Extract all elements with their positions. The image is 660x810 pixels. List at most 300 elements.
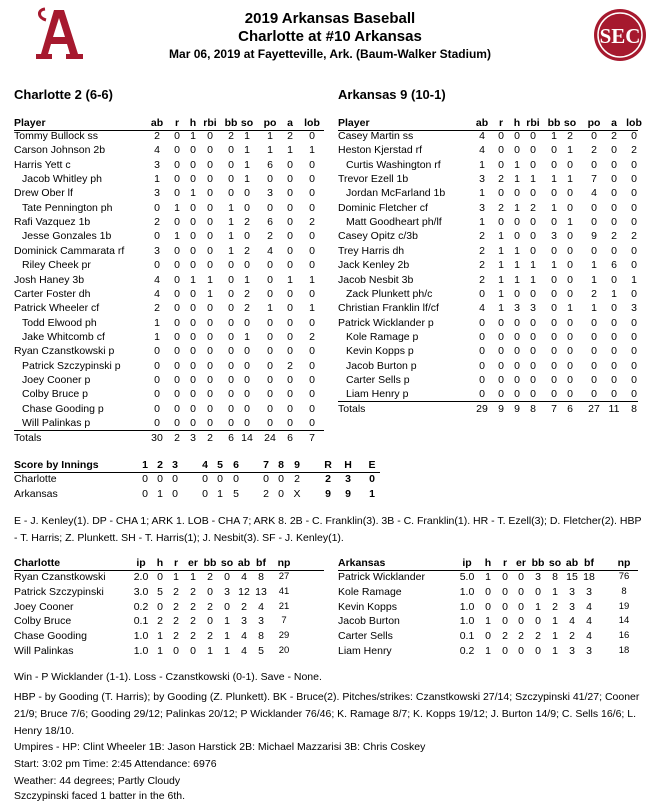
player-name: Carson Johnson 2b (14, 144, 106, 157)
pitching-col-header: er (188, 557, 198, 569)
stat-cell: 0 (207, 373, 213, 386)
pitching-stat: 1 (552, 615, 558, 628)
inning-score: 5 (233, 488, 239, 500)
stat-cell: 9 (591, 230, 597, 243)
stat-cell: 0 (174, 417, 180, 429)
totals-cell: 2 (174, 432, 180, 444)
stat-cell: 1 (228, 244, 234, 257)
stat-cell: 0 (567, 287, 573, 300)
pitching-stat: 4 (569, 615, 575, 628)
stat-cell: 0 (530, 216, 536, 229)
player-name: Trevor Ezell 1b (338, 173, 409, 186)
pitching-stat: 18 (618, 645, 630, 656)
stat-cell: 1 (174, 230, 180, 243)
stat-cell: 0 (309, 373, 315, 386)
player-name: Carter Sells p (346, 373, 410, 386)
stat-cell: 0 (154, 230, 160, 243)
pitching-col-header: ip (136, 557, 146, 569)
rhe-header: E (368, 459, 376, 471)
stat-cell: 0 (611, 158, 617, 171)
pitching-stat: 1 (157, 630, 163, 643)
pitching-col-header: np (617, 557, 631, 569)
stat-cell: 0 (514, 130, 520, 142)
stat-cell: 0 (267, 402, 273, 415)
stat-cell: 0 (611, 144, 617, 157)
pitching-stat: 4 (586, 615, 592, 628)
totals-cell: 9 (498, 403, 504, 416)
stat-cell: 3 (631, 302, 637, 315)
stat-cell: 3 (154, 187, 160, 200)
pitching-stat: 4 (241, 645, 247, 657)
stat-cell: 0 (631, 287, 637, 300)
pitching-stat: 0 (207, 615, 213, 628)
stat-cell: 0 (631, 173, 637, 186)
player-name: Chase Gooding p (22, 402, 104, 415)
stat-cell: 0 (267, 173, 273, 186)
inning-header: 7 (263, 459, 269, 471)
pitching-stat: 0 (157, 600, 163, 613)
stat-cell: 0 (530, 187, 536, 200)
stat-cell: 2 (591, 144, 597, 157)
stat-cell: 0 (591, 201, 597, 214)
game-info: Mar 06, 2019 at Fayetteville, Ark. (Baum-Walker Stadium) (169, 47, 491, 61)
pitching-stat: 15 (566, 571, 578, 583)
pitching-stat: 1 (535, 600, 541, 613)
pitching-col-header: bb (203, 557, 217, 569)
stat-cell: 0 (287, 330, 293, 343)
stat-cell: 0 (498, 158, 504, 171)
pitching-col-header: h (156, 557, 164, 569)
player-name: Kole Ramage p (346, 330, 419, 343)
weather: Weather: 44 degrees; Partly Cloudy (14, 775, 181, 787)
pitching-stat: 8 (258, 630, 264, 643)
stat-cell: 1 (287, 273, 293, 286)
stat-cell: 0 (498, 187, 504, 200)
pitching-stat: 2 (207, 571, 213, 583)
stat-cell: 0 (309, 417, 315, 429)
pitching-stat: 1 (552, 645, 558, 657)
stat-cell: 2 (287, 130, 293, 142)
stat-cell: 0 (530, 287, 536, 300)
stat-cell: 1 (479, 158, 485, 171)
pitch-notes: HBP - by Gooding (T. Harris); by Gooding (Z. Plunkett). BK - Bruce(2). Pitches/strikes: Czanstkowski 27/14; Szczypinski 41/27; Cooner 21/9; Bruce 7/6; Gooding 29/12; Palinkas 20/12; P Wicklander 76/46; K. Ramage 8/7; K. Kopps 19/12; J. Burton 14/9; C. Sells 16/6; L. Henry 18/10. (14, 691, 640, 737)
stat-cell: 1 (244, 144, 250, 157)
pitcher-name: Kevin Kopps (338, 600, 397, 613)
stat-cell: 0 (514, 144, 520, 157)
stat-cell: 0 (190, 259, 196, 272)
stat-cell: 3 (154, 158, 160, 171)
stat-cell: 0 (530, 345, 536, 358)
pitching-stat: 1 (224, 615, 230, 628)
stat-cell: 0 (207, 345, 213, 358)
stat-cell: 0 (228, 187, 234, 200)
pitching-col-header: h (484, 557, 492, 569)
stat-cell: 2 (244, 302, 250, 315)
stat-cell: 0 (530, 330, 536, 343)
stat-cell: 0 (228, 417, 234, 429)
stat-cell: 0 (207, 216, 213, 229)
player-name: Jacob Nesbit 3b (338, 273, 414, 286)
pitching-stat: 1 (190, 571, 196, 583)
pitching-stat: 3 (224, 585, 230, 598)
pitching-stat: 2 (157, 615, 163, 628)
stat-cell: 0 (611, 316, 617, 329)
stat-cell: 0 (228, 316, 234, 329)
stat-cell: 0 (498, 373, 504, 386)
pitching-stat: 2 (173, 600, 179, 613)
pitching-stat: 0 (535, 645, 541, 657)
inning-score: 0 (142, 473, 148, 485)
stat-cell: 3 (479, 173, 485, 186)
rhe-value: 9 (325, 488, 331, 500)
pitcher-name: Ryan Czanstkowski (14, 571, 106, 583)
stat-cell: 0 (228, 158, 234, 171)
pitching-col-header: er (516, 557, 526, 569)
player-col-header: Player (338, 117, 370, 129)
stat-cell: 2 (479, 273, 485, 286)
stat-cell: 0 (611, 244, 617, 257)
home-team-line: Arkansas 9 (10-1) (338, 87, 446, 102)
player-name: Curtis Washington rf (346, 158, 441, 171)
stat-cell: 1 (591, 273, 597, 286)
inning-score: 0 (233, 473, 239, 485)
stat-cell: 0 (591, 316, 597, 329)
stat-cell: 1 (498, 302, 504, 315)
stat-cell: 3 (514, 302, 520, 315)
stat-cell: 1 (267, 302, 273, 315)
stat-cell: 0 (631, 373, 637, 386)
player-name: Carter Foster dh (14, 287, 91, 300)
stat-cell: 0 (514, 345, 520, 358)
stat-cell: 0 (287, 388, 293, 401)
totals-rule (14, 430, 324, 431)
pitcher-name: Carter Sells (338, 630, 393, 643)
stat-cell: 0 (551, 302, 557, 315)
stat-cell: 1 (498, 230, 504, 243)
inning-score: 0 (172, 488, 178, 500)
pitching-stat: 1 (485, 615, 491, 628)
pitching-stat: 2 (241, 600, 247, 613)
stat-cell: 0 (611, 187, 617, 200)
stat-cell: 0 (207, 259, 213, 272)
pitching-col-header: bf (256, 557, 266, 569)
stat-col-header: a (611, 117, 617, 129)
pitching-stat: 3 (535, 571, 541, 583)
stat-cell: 0 (611, 388, 617, 401)
stat-cell: 1 (551, 173, 557, 186)
inning-header: 1 (142, 459, 148, 471)
pitching-stat: 2 (502, 630, 508, 643)
stat-cell: 0 (267, 359, 273, 372)
pitching-stat: 1 (485, 645, 491, 657)
pitching-stat: 19 (618, 600, 630, 612)
stat-cell: 0 (309, 158, 315, 171)
stat-cell: 0 (631, 201, 637, 214)
stat-cell: 0 (174, 259, 180, 272)
stat-cell: 0 (207, 359, 213, 372)
stat-cell: 1 (479, 216, 485, 229)
stat-cell: 0 (228, 273, 234, 286)
stat-cell: 2 (228, 130, 234, 142)
pitching-col-header: r (502, 557, 508, 569)
stat-cell: 0 (530, 158, 536, 171)
pitching-stat: 3 (569, 645, 575, 657)
pitching-stat: 0.2 (459, 645, 475, 657)
stat-cell: 0 (267, 273, 273, 286)
stat-cell: 0 (498, 388, 504, 401)
stat-cell: 0 (530, 359, 536, 372)
stat-cell: 0 (174, 158, 180, 171)
stat-cell: 3 (267, 187, 273, 200)
pitching-col-header: ab (565, 557, 579, 569)
player-name: Jesse Gonzales 1b (22, 230, 112, 243)
player-name: Matt Goodheart ph/lf (346, 216, 442, 229)
stat-cell: 6 (611, 259, 617, 272)
stat-cell: 0 (190, 230, 196, 243)
player-name: Tommy Bullock ss (14, 130, 99, 142)
stat-cell: 2 (479, 244, 485, 257)
inning-header: 3 (172, 459, 178, 471)
stat-cell: 0 (479, 388, 485, 401)
player-name: Dominick Cammarata rf (14, 244, 125, 257)
stat-cell: 0 (567, 388, 573, 401)
stat-cell: 2 (309, 216, 315, 229)
pitching-stat: 1.0 (459, 615, 475, 628)
stat-cell: 0 (530, 373, 536, 386)
stat-cell: 1 (207, 273, 213, 286)
stat-cell: 0 (591, 130, 597, 142)
stat-cell: 0 (228, 173, 234, 186)
player-name: Dominic Fletcher cf (338, 201, 428, 214)
stat-cell: 0 (567, 244, 573, 257)
stat-cell: 1 (228, 230, 234, 243)
stat-cell: 0 (498, 130, 504, 142)
stat-cell: 0 (631, 345, 637, 358)
inning-header: 4 (202, 459, 208, 471)
stat-cell: 0 (207, 158, 213, 171)
pitching-stat: 0.1 (459, 630, 475, 643)
pitching-stat: 0 (207, 585, 213, 598)
stat-cell: 4 (154, 144, 160, 157)
player-name: Jacob Whitley ph (22, 173, 102, 186)
totals-cell: 7 (551, 403, 557, 416)
decisions: Win - P Wicklander (1-1). Loss - Czanstkowski (0-1). Save - None. (14, 671, 322, 683)
stat-cell: 0 (309, 345, 315, 358)
pitching-stat: 0 (518, 585, 524, 598)
pitching-team-header: Arkansas (338, 557, 386, 569)
stat-cell: 0 (287, 158, 293, 171)
stat-cell: 0 (611, 345, 617, 358)
stat-cell: 0 (551, 187, 557, 200)
stat-cell: 1 (498, 287, 504, 300)
inning-score: 2 (263, 488, 269, 500)
pitching-stat: 21 (278, 600, 290, 612)
stat-cell: 2 (498, 173, 504, 186)
pitching-stat: 1.0 (133, 645, 149, 657)
stat-cell: 0 (267, 259, 273, 272)
pitching-stat: 3 (586, 585, 592, 598)
pitching-col-header: ip (462, 557, 472, 569)
stat-cell: 0 (244, 359, 250, 372)
stat-cell: 0 (287, 216, 293, 229)
pitching-stat: 2.0 (133, 571, 149, 583)
stat-cell: 0 (207, 187, 213, 200)
stat-cell: 0 (611, 173, 617, 186)
stat-cell: 1 (530, 173, 536, 186)
pitching-stat: 0 (173, 645, 179, 657)
inning-score: 1 (217, 488, 223, 500)
stat-cell: 0 (567, 187, 573, 200)
stat-col-header: a (287, 117, 293, 129)
stat-cell: 0 (154, 373, 160, 386)
pitching-stat: 1 (552, 630, 558, 643)
pitching-stat: 0 (518, 571, 524, 583)
stat-cell: 0 (174, 388, 180, 401)
stat-cell: 0 (174, 130, 180, 142)
stat-cell: 1 (567, 216, 573, 229)
stat-cell: 1 (591, 302, 597, 315)
stat-cell: 0 (591, 388, 597, 401)
stat-cell: 0 (309, 388, 315, 401)
stat-col-header: rbi (526, 117, 540, 129)
stat-cell: 1 (267, 130, 273, 142)
rhe-header: H (344, 459, 352, 471)
pitching-col-header: np (277, 557, 291, 569)
totals-cell: 6 (287, 432, 293, 444)
player-name: Trey Harris dh (338, 244, 405, 257)
stat-cell: 1 (567, 302, 573, 315)
pitching-stat: 3 (241, 615, 247, 628)
stat-cell: 0 (514, 359, 520, 372)
pitcher-name: Chase Gooding (14, 630, 87, 643)
pitching-team-header: Charlotte (14, 557, 61, 569)
stat-cell: 0 (267, 201, 273, 214)
player-name: Todd Elwood ph (22, 316, 97, 329)
stat-cell: 0 (174, 173, 180, 186)
totals-cell: 29 (476, 403, 488, 416)
inning-score: 0 (142, 488, 148, 500)
stat-cell: 0 (514, 187, 520, 200)
pitching-stat: 2 (535, 630, 541, 643)
pitching-stat: 0 (518, 645, 524, 657)
stat-cell: 1 (479, 187, 485, 200)
stat-cell: 6 (267, 158, 273, 171)
pitching-stat: 4 (586, 600, 592, 613)
pitching-stat: 1 (173, 571, 179, 583)
page-subtitle: Charlotte at #10 Arkansas (238, 28, 422, 45)
stat-cell: 0 (267, 287, 273, 300)
pitching-stat: 1.0 (459, 600, 475, 613)
pitching-stat: 76 (618, 571, 630, 582)
stat-cell: 0 (154, 388, 160, 401)
stat-cell: 0 (479, 316, 485, 329)
pitching-stat: 0 (485, 600, 491, 613)
pitching-stat: 4 (586, 630, 592, 643)
stat-cell: 0 (190, 316, 196, 329)
stat-cell: 0 (207, 402, 213, 415)
pitching-stat: 7 (281, 615, 287, 627)
stat-cell: 0 (190, 345, 196, 358)
pitching-stat: 13 (255, 585, 267, 598)
pitching-stat: 1 (207, 645, 213, 657)
stat-cell: 0 (551, 316, 557, 329)
stat-cell: 0 (228, 388, 234, 401)
stat-cell: 0 (591, 359, 597, 372)
stat-cell: 0 (190, 158, 196, 171)
stat-cell: 1 (611, 287, 617, 300)
stat-cell: 2 (154, 302, 160, 315)
pitching-stat: 14 (618, 615, 630, 627)
inning-score: 0 (278, 473, 284, 485)
stat-cell: 0 (514, 216, 520, 229)
stat-cell: 0 (174, 144, 180, 157)
stat-cell: 0 (498, 216, 504, 229)
linescore-team: Charlotte (14, 473, 57, 485)
stat-cell: 0 (190, 330, 196, 343)
stat-cell: 0 (514, 316, 520, 329)
stat-cell: 0 (631, 388, 637, 401)
stat-cell: 0 (174, 345, 180, 358)
stat-cell: 1 (244, 273, 250, 286)
stat-cell: 1 (207, 287, 213, 300)
stat-col-header: po (587, 117, 601, 129)
player-name: Rafi Vazquez 1b (14, 216, 91, 229)
start-time: Start: 3:02 pm Time: 2:45 Attendance: 6976 (14, 758, 217, 770)
pitching-col-header: r (173, 557, 179, 569)
pitching-stat: 20 (278, 645, 290, 656)
stat-cell: 0 (514, 230, 520, 243)
pitching-stat: 2 (569, 630, 575, 643)
stat-cell: 2 (267, 230, 273, 243)
player-name: Jacob Burton p (346, 359, 417, 372)
pitching-stat: 2 (190, 630, 196, 643)
stat-cell: 0 (174, 373, 180, 386)
pitching-stat: 0 (535, 585, 541, 598)
stat-cell: 0 (551, 144, 557, 157)
stat-cell: 1 (567, 144, 573, 157)
stat-cell: 2 (631, 230, 637, 243)
stat-cell: 0 (190, 144, 196, 157)
stat-cell: 0 (567, 230, 573, 243)
inning-score: 0 (172, 473, 178, 485)
stat-cell: 2 (479, 230, 485, 243)
stat-cell: 1 (309, 144, 315, 157)
inning-header: 8 (278, 459, 284, 471)
stat-cell: 0 (309, 359, 315, 372)
stat-cell: 1 (591, 259, 597, 272)
stat-cell: 0 (207, 316, 213, 329)
totals-cell: 6 (567, 403, 573, 416)
stat-cell: 0 (479, 287, 485, 300)
pitching-stat: 3 (569, 600, 575, 613)
stat-cell: 0 (611, 330, 617, 343)
inning-header: 5 (217, 459, 223, 471)
player-name: Heston Kjerstad rf (338, 144, 423, 157)
totals-cell: 8 (631, 403, 637, 416)
stat-cell: 0 (309, 287, 315, 300)
stat-cell: 0 (207, 144, 213, 157)
stat-cell: 0 (631, 187, 637, 200)
stat-cell: 0 (567, 345, 573, 358)
pitching-stat: 18 (583, 571, 595, 583)
inning-score: X (293, 488, 301, 500)
stat-cell: 0 (154, 402, 160, 415)
stat-cell: 0 (207, 244, 213, 257)
stat-cell: 2 (244, 216, 250, 229)
pitcher-name: Patrick Wicklander (338, 571, 425, 583)
stat-cell: 3 (479, 201, 485, 214)
stat-cell: 0 (551, 388, 557, 401)
